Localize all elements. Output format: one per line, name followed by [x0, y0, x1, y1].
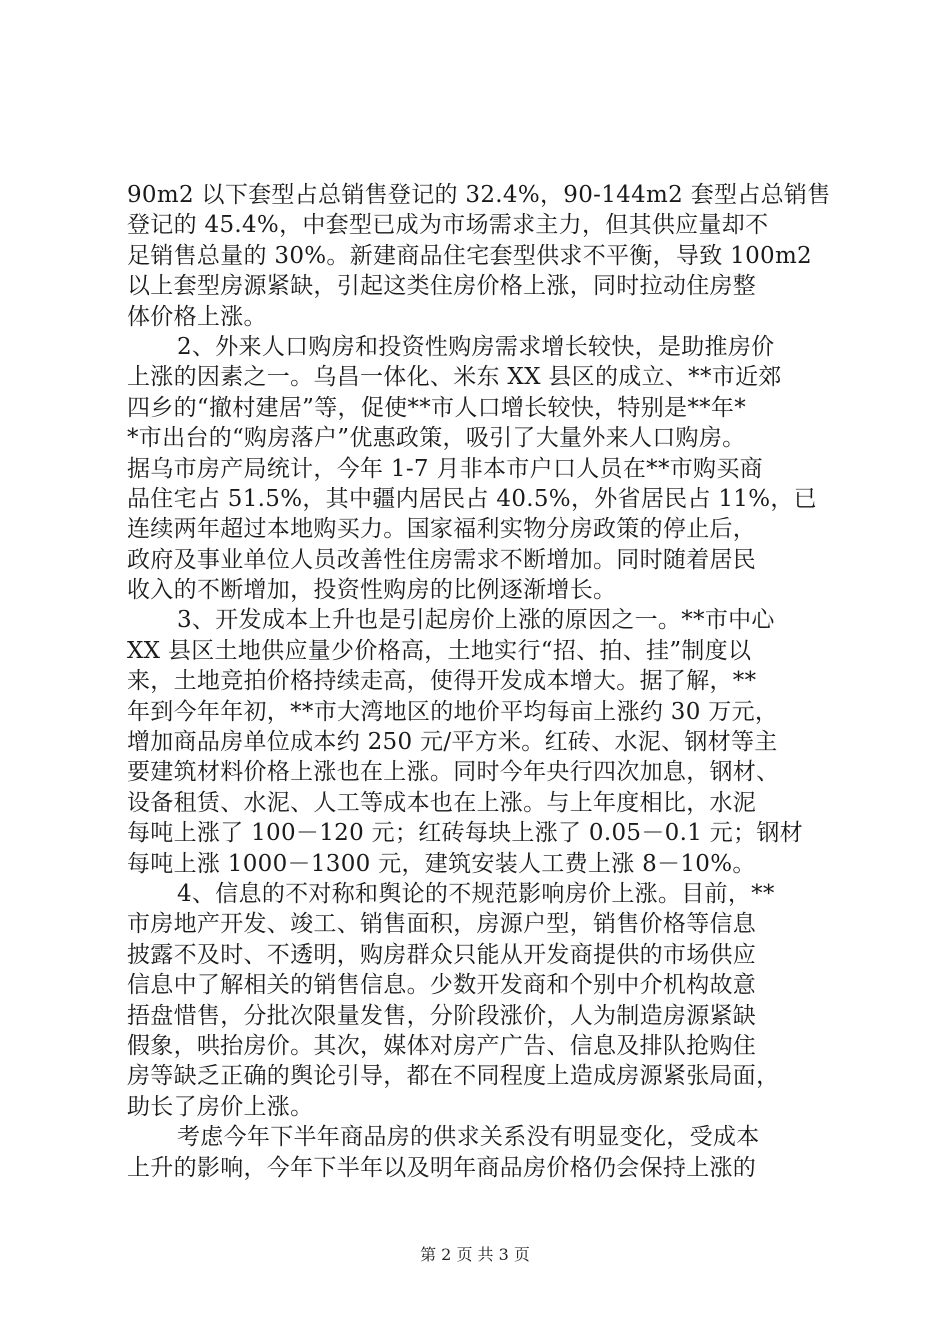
text-line: 房等缺乏正确的舆论引导，都在不同程度上造成房源紧张局面， [127, 1063, 780, 1090]
document-body [127, 180, 831, 1183]
text-line: 年到今年年初，**市大湾地区的地价平均每亩上涨约 30 万元， [127, 698, 779, 725]
text-line: 每吨上涨 1000－1300 元，建筑安装人工费上涨 8－10%。 [127, 850, 756, 877]
text-line: 上涨的因素之一。乌昌一体化、米东 XX 县区的成立、**市近郊 [127, 364, 782, 391]
text-line: 上升的影响，今年下半年以及明年商品房价格仍会保持上涨的 [127, 1154, 757, 1181]
text-line: *市出台的“购房落户”优惠政策，吸引了大量外来人口购房。 [127, 425, 746, 452]
text-line: 披露不及时、不透明，购房群众只能从开发商提供的市场供应 [127, 941, 757, 968]
text-line: 四乡的“撤村建居”等，促使**市人口增长较快，特别是**年* [127, 394, 747, 421]
text-line: 助长了房价上涨。 [127, 1093, 314, 1120]
text-line: 信息中了解相关的销售信息。少数开发商和个别中介机构故意 [127, 972, 757, 999]
text-line: 捂盘惜售，分批次限量发售，分阶段涨价，人为制造房源紧缺 [127, 1002, 757, 1029]
text-line: 来，土地竞拍价格持续走高，使得开发成本增大。据了解，** [127, 668, 757, 695]
text-line: 政府及事业单位人员改善性住房需求不断增加。同时随着居民 [127, 546, 757, 573]
text-line: XX 县区土地供应量少价格高，土地实行“招、拍、挂”制度以 [127, 637, 752, 664]
text-line: 增加商品房单位成本约 250 元/平方米。红砖、水泥、钢材等主 [127, 729, 778, 756]
text-line: 体价格上涨。 [127, 303, 267, 330]
text-line: 要建筑材料价格上涨也在上涨。同时今年央行四次加息，钢材、 [127, 759, 780, 786]
text-line: 90m2 以下套型占总销售登记的 32.4%，90-144m2 套型占总销售 [127, 182, 831, 208]
text-line: 连续两年超过本地购买力。国家福利实物分房政策的停止后， [127, 516, 757, 543]
paragraph-4-start: 4、信息的不对称和舆论的不规范影响房价上涨。目前，** [177, 880, 775, 907]
text-line: 每吨上涨了 100－120 元；红砖每块上涨了 0.05－0.1 元；钢材 [127, 820, 803, 847]
text-line: 以上套型房源紧缺，引起这类住房价格上涨，同时拉动住房整 [127, 273, 757, 300]
text-line: 登记的 45.4%，中套型已成为市场需求主力，但其供应量却不 [127, 212, 769, 239]
paragraph-3-start: 3、开发成本上升也是引起房价上涨的原因之一。**市中心 [177, 607, 775, 634]
text-line: 足销售总量的 30%。新建商品住宅套型供求不平衡，导致 100m2 [127, 242, 812, 269]
paragraph-5-start: 考虑今年下半年商品房的供求关系没有明显变化，受成本 [177, 1124, 760, 1151]
paragraph-2-start: 2、外来人口购房和投资性购房需求增长较快，是助推房价 [177, 333, 775, 360]
text-line: 品住宅占 51.5%，其中疆内居民占 40.5%，外省居民占 11%，已 [127, 485, 817, 512]
text-line: 据乌市房产局统计，今年 1-7 月非本市户口人员在**市购买商 [127, 455, 763, 482]
text-line: 假象，哄抬房价。其次，媒体对房产广告、信息及排队抢购住 [127, 1032, 757, 1059]
page-number-footer: 第 2 页 共 3 页 [420, 1245, 530, 1264]
text-line: 设备租赁、水泥、人工等成本也在上涨。与上年度相比，水泥 [127, 789, 757, 816]
text-line: 收入的不断增加，投资性购房的比例逐渐增长。 [127, 577, 617, 604]
text-line: 市房地产开发、竣工、销售面积，房源户型，销售价格等信息 [127, 911, 757, 938]
